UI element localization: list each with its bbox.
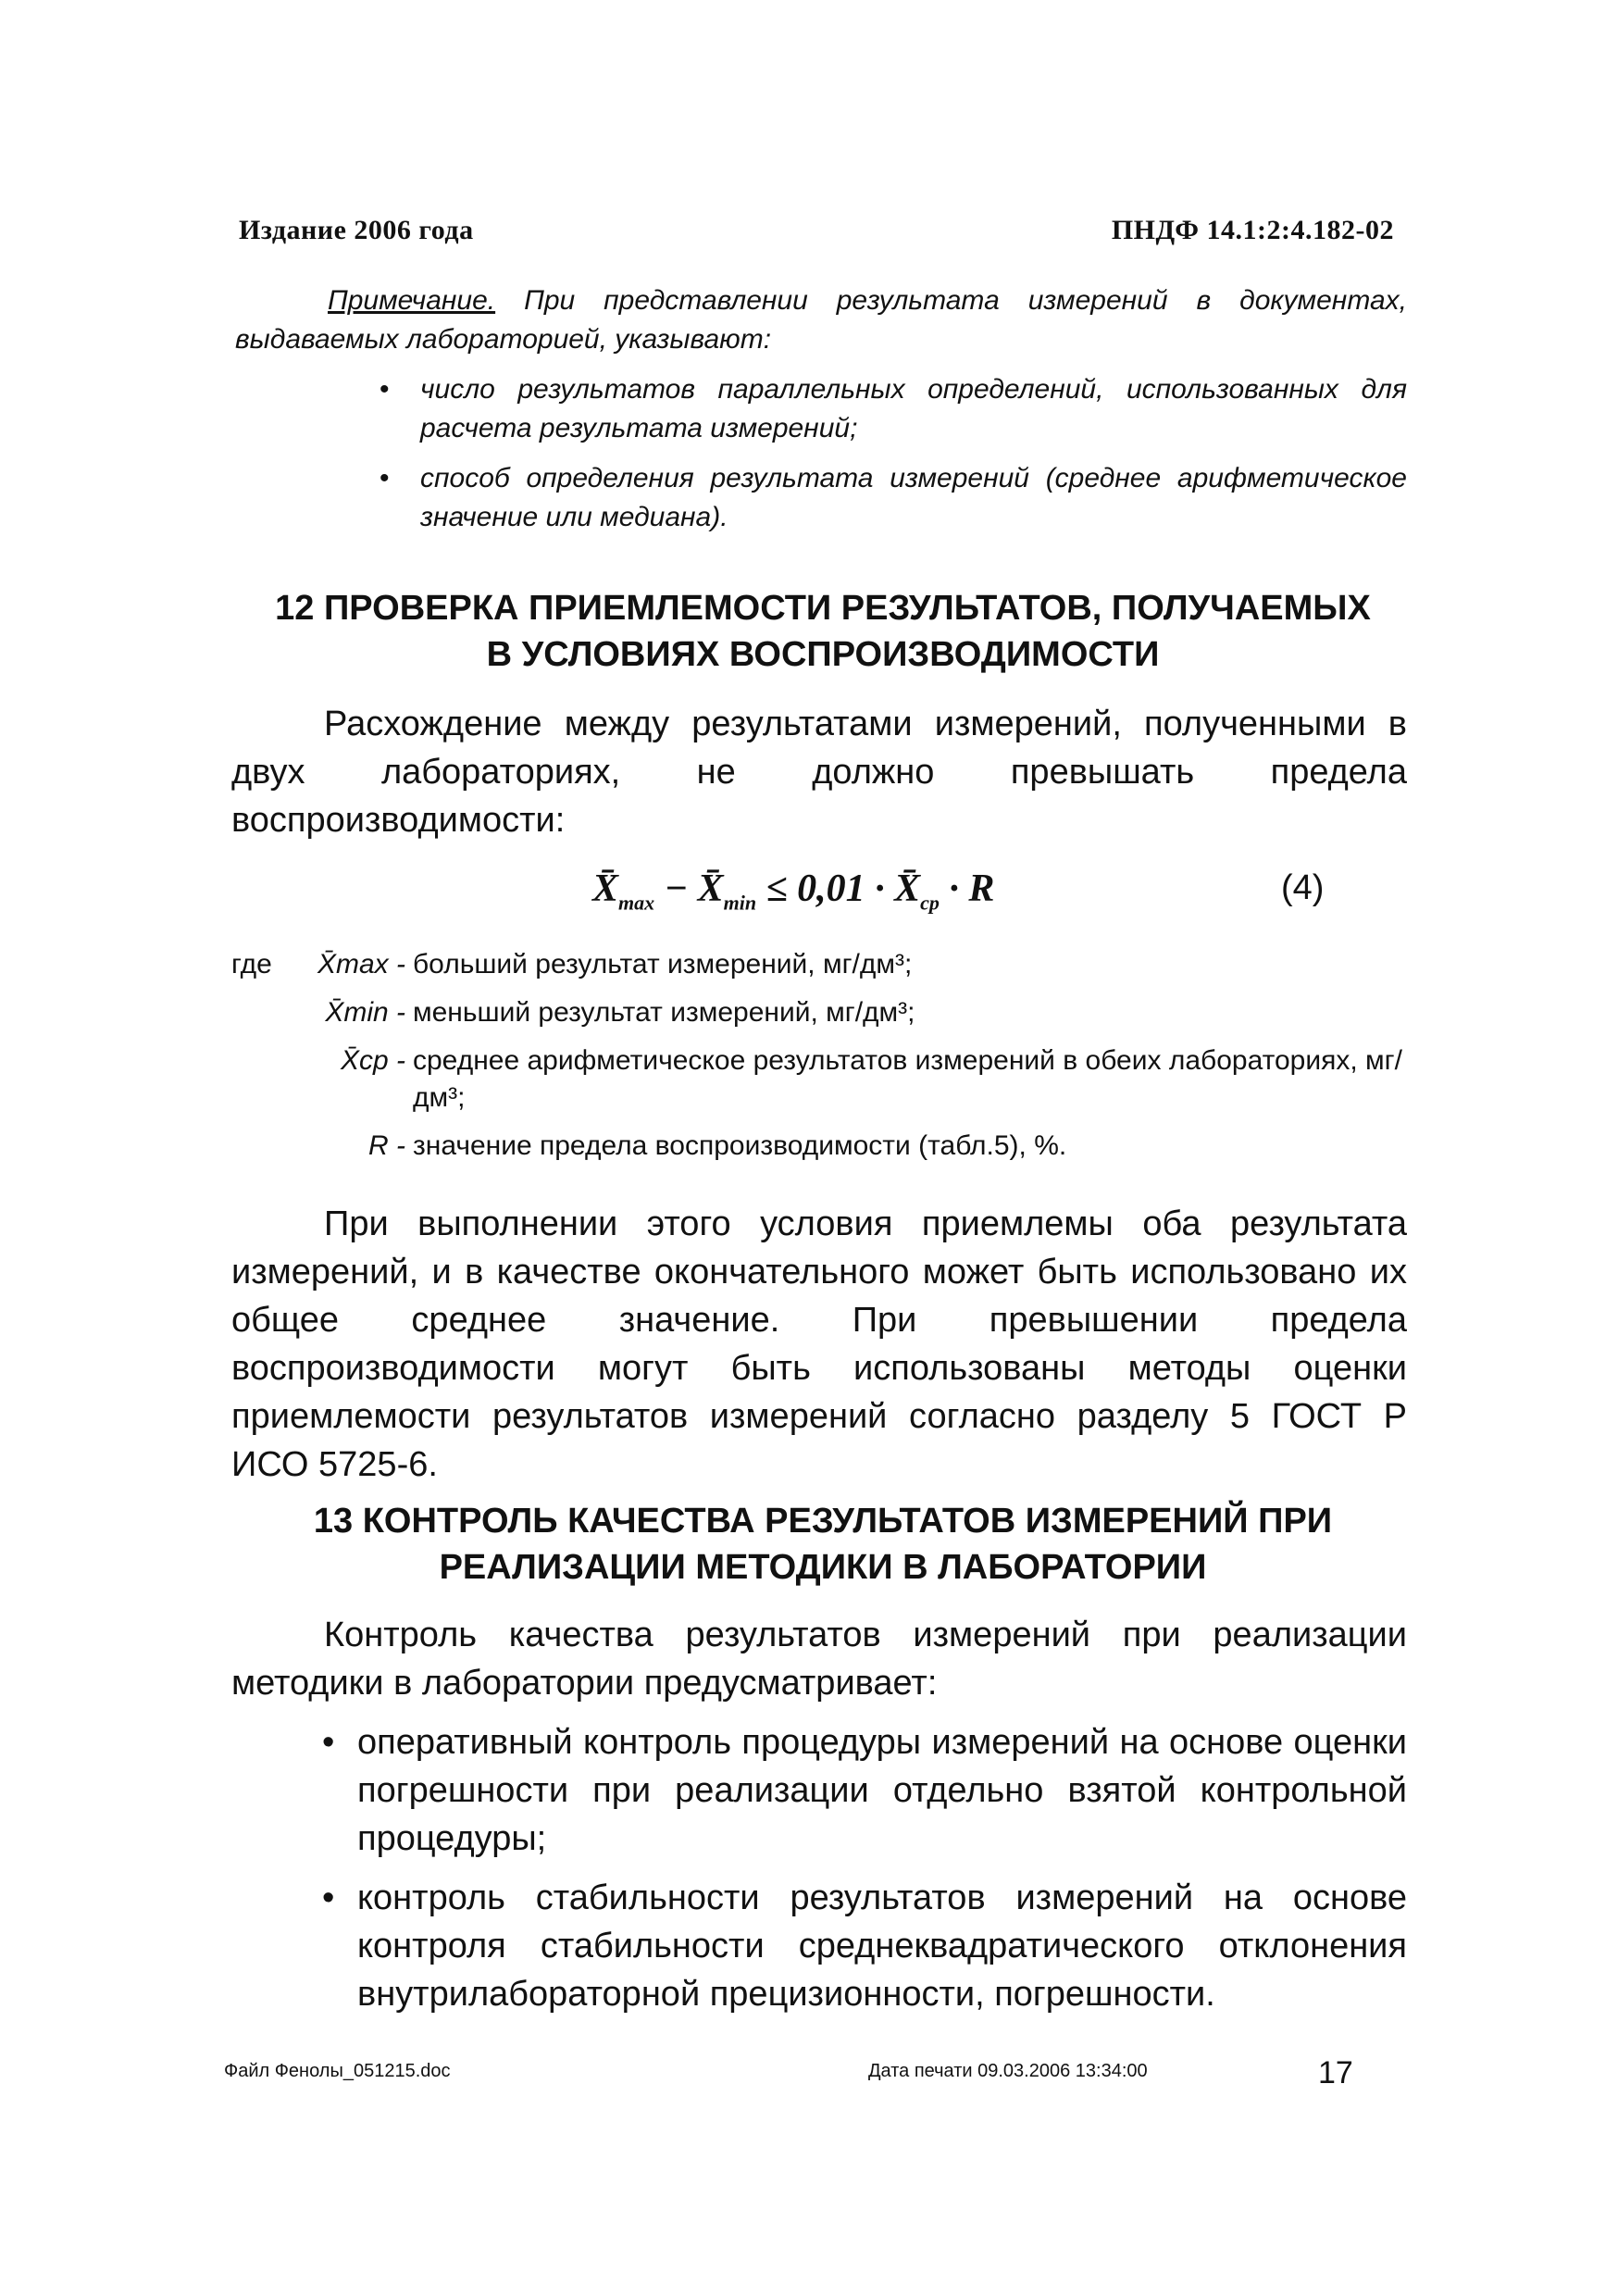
formula-relation: ≤ 0,01 · (756, 867, 895, 910)
definition-lead (231, 1042, 294, 1117)
definition-row (231, 1042, 1416, 1117)
note-item-text: число результатов параллельных определений, использованных для расчета результата измерений; (420, 374, 1407, 443)
definition-row (231, 1128, 1416, 1165)
note-label: Примечание. (328, 285, 496, 316)
definition-symbol: X̄max - (317, 949, 405, 980)
note-item-text: способ определения результата измерений (среднее арифметическое значение или медиана). (420, 463, 1407, 532)
definition-lead (231, 994, 294, 1031)
equation-number: (4) (1281, 868, 1325, 907)
section-12-paragraph-1 (231, 700, 1407, 844)
note-text: При представлении результата измерений в документах, выдаваемых лабораторией, указывают: (235, 285, 1407, 355)
definitions-list (231, 946, 1416, 1176)
note-list-item: • способ определения результата измерений (среднее арифметическое значение или медиана). (380, 463, 1407, 532)
footer-print-date: Дата печати 09.03.2006 13:34:00 (868, 2061, 1148, 2081)
definition-row (231, 994, 1416, 1031)
definition-symbol: R - (368, 1130, 405, 1161)
definition-text: значение предела воспроизводимости (табл.5), %. (413, 1130, 1067, 1161)
formula-sub-max: max (618, 891, 655, 915)
formula-tail: · R (939, 867, 995, 910)
paragraph-text: Расхождение между результатами измерений, полученными в двух лабораториях, не должно превышать предела воспроизводимости: (231, 705, 1407, 840)
note-list (380, 370, 1407, 548)
definition-text: меньший результат измерений, мг/дм³; (413, 997, 915, 1028)
formula-x: X̄ (592, 867, 619, 910)
list-item: • контроль стабильности результатов измерений на основе контроля стабильности среднеквадратического отклонения внутрилабораторной прецизионности, погрешности. (322, 1878, 1407, 2014)
section-13-paragraph-1 (231, 1611, 1407, 1707)
formula-x: X̄ (697, 867, 724, 910)
page-number: 17 (1318, 2055, 1353, 2090)
section-12-title (231, 585, 1414, 678)
list-item: • оперативный контроль процедуры измерений на основе оценки погрешности при реализации отдельно взятой контрольной процедуры; (322, 1723, 1407, 1858)
section-12-title-line1: 12 ПРОВЕРКА ПРИЕМЛЕМОСТИ РЕЗУЛЬТАТОВ, ПОЛУЧАЕМЫХ (275, 589, 1371, 628)
definition-text: больший результат измерений, мг/дм³; (413, 949, 913, 980)
document-code-header: ПНДФ 14.1:2:4.182-02 (1111, 215, 1394, 245)
formula-sub-min: min (723, 891, 757, 915)
definition-row (231, 946, 1416, 983)
section-13-title (231, 1498, 1414, 1591)
section-13-title-line2: РЕАЛИЗАЦИИ МЕТОДИКИ В ЛАБОРАТОРИИ (439, 1548, 1207, 1587)
formula-4 (592, 867, 994, 915)
paragraph-text: При выполнении этого условия приемлемы оба результата измерений, и в качестве окончательного может быть использовано их общее среднее значение. При превышении предела воспроизводимости могут быть использованы методы оценки приемлемости результатов измерений согласно разделу 5 ГОСТ Р ИСО 5725-6. (231, 1204, 1407, 1484)
formula-minus: − (654, 867, 698, 910)
definition-lead: где (231, 949, 272, 980)
section-13-list (322, 1718, 1407, 2029)
section-12-title-line2: В УСЛОВИЯХ ВОСПРОИЗВОДИМОСТИ (486, 635, 1160, 674)
definition-lead (231, 1128, 294, 1165)
definition-symbol: X̄ср - (340, 1045, 405, 1076)
formula-x: X̄ (894, 867, 921, 910)
formula-sub-cp: ср (920, 891, 940, 915)
footer-filename: Файл Фенолы_051215.doc (224, 2061, 451, 2081)
note-block (235, 281, 1407, 359)
edition-header: Издание 2006 года (239, 215, 474, 245)
section-13-title-line1: 13 КОНТРОЛЬ КАЧЕСТВА РЕЗУЛЬТАТОВ ИЗМЕРЕНИЙ ПРИ (313, 1502, 1333, 1541)
note-list-item: • число результатов параллельных определений, использованных для расчета результата измерений; (380, 374, 1407, 443)
list-item-text: контроль стабильности результатов измерений на основе контроля стабильности среднеквадратического отклонения внутрилабораторной прецизионности, погрешности. (357, 1878, 1407, 2014)
list-item-text: оперативный контроль процедуры измерений на основе оценки погрешности при реализации отдельно взятой контрольной процедуры; (357, 1723, 1407, 1858)
definition-text: среднее арифметическое результатов измерений в обеих лабораториях, мг/дм³; (413, 1045, 1402, 1113)
definition-symbol: X̄min - (325, 997, 405, 1028)
paragraph-text: Контроль качества результатов измерений при реализации методики в лаборатории предусматривает: (231, 1616, 1407, 1703)
section-12-paragraph-2 (231, 1200, 1407, 1489)
